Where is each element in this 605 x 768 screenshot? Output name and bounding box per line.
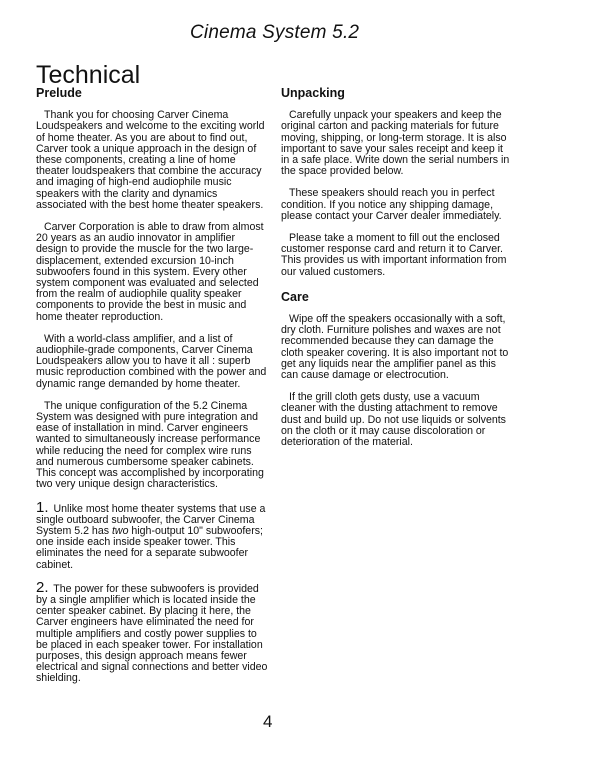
right-column bbox=[281, 88, 513, 459]
prelude-paragraph: The unique configuration of the 5.2 Cinema System was designed with pure integration and ease of installation in mind. Carver engineers wanted to simultaneously increase performance while reducing the need for complex wire runs and numerous cumbersome speaker cabinets. This concept was accomplished by incorporating two very unique design characteristics. bbox=[36, 399, 264, 491]
unpacking-paragraph: Please take a moment to fill out the enclosed customer response card and return it to Carver. This provides us with important information from our valued customers. bbox=[281, 232, 507, 278]
section-title: Technical bbox=[36, 60, 141, 89]
care-heading: Care bbox=[281, 289, 309, 304]
list-number: 2. bbox=[36, 578, 49, 596]
list-number: 1. bbox=[36, 498, 49, 516]
unpacking-paragraph: These speakers should reach you in perfect condition. If you notice any shipping damage, please contact your Carver dealer immediately. bbox=[281, 187, 502, 222]
header-title: Cinema System 5.2 bbox=[190, 22, 360, 43]
prelude-paragraph: Carver Corporation is able to draw from almost 20 years as an audio innovator in amplifier design to provide the muscle for the two large-displacement, extended excursion 10-inch subwoofers found in this system. Every other system component was evaluated and selected from the realm of audiophile quality speaker components to provide the best in music and home theater reproduction. bbox=[36, 221, 264, 323]
list-emphasis: two bbox=[111, 524, 129, 537]
care-paragraph: Wipe off the speakers occasionally with a soft, dry cloth. Furniture polishes and waxes are not recommended because they can damage the cloth speaker covering. It is also important not to get any liquids near the amplifier panel as this can cause damage or electrocution. bbox=[281, 313, 509, 382]
unpacking-paragraph: Carefully unpack your speakers and keep the original carton and packing materials for future moving, shipping, or long-term storage. It is also important to save your sales receipt and keep it in a safe place. Write down the serial numbers in the space provided below. bbox=[281, 109, 510, 178]
design-characteristic-2 bbox=[36, 578, 268, 685]
list-text: The power for these subwoofers is provided by a single amplifier which is located inside the center speaker cabinet. By placing it here, the Carver engineers have eliminated the need for multiple amplifiers and costly power supplies to be placed in each speaker tower. For installation purposes, this design approach means fewer electrical and signal connections and better video shielding. bbox=[36, 582, 268, 685]
prelude-heading: Prelude bbox=[36, 86, 82, 100]
design-characteristic-1 bbox=[36, 498, 268, 571]
list-text: Unlike most home theater systems that use a single outboard subwoofer, the Carver Cinema System 5.2 has bbox=[36, 502, 266, 537]
unpacking-heading: Unpacking bbox=[281, 86, 345, 100]
page-number: 4 bbox=[263, 712, 273, 731]
prelude-paragraph: Thank you for choosing Carver Cinema Loudspeakers and welcome to the exciting world of home theater. As you are about to find out, Carver took a unique approach in the design of these components, creating a line of home theater loudspeakers that combine the accuracy and imaging of high-end audiophile music speakers with the clarity and dynamics associated with the best home theater speakers. bbox=[36, 109, 265, 211]
list-text: high-output 10" subwoofers; one inside each inside speaker tower. This eliminates the need for a separate subwoofer cabinet. bbox=[36, 524, 263, 571]
left-column bbox=[36, 88, 268, 696]
care-paragraph: If the grill cloth gets dusty, use a vacuum cleaner with the dusting attachment to remove dust and build up. Do not use liquids or solvents on the cloth or it may cause discoloration or deterioration of the material. bbox=[281, 391, 506, 449]
prelude-paragraph: With a world-class amplifier, and a list of audiophile-grade components, Carver Cinema Loudspeakers allow you to have it all : superb music reproduction combined with the power and dynamic range demanded by home theater. bbox=[36, 332, 267, 390]
